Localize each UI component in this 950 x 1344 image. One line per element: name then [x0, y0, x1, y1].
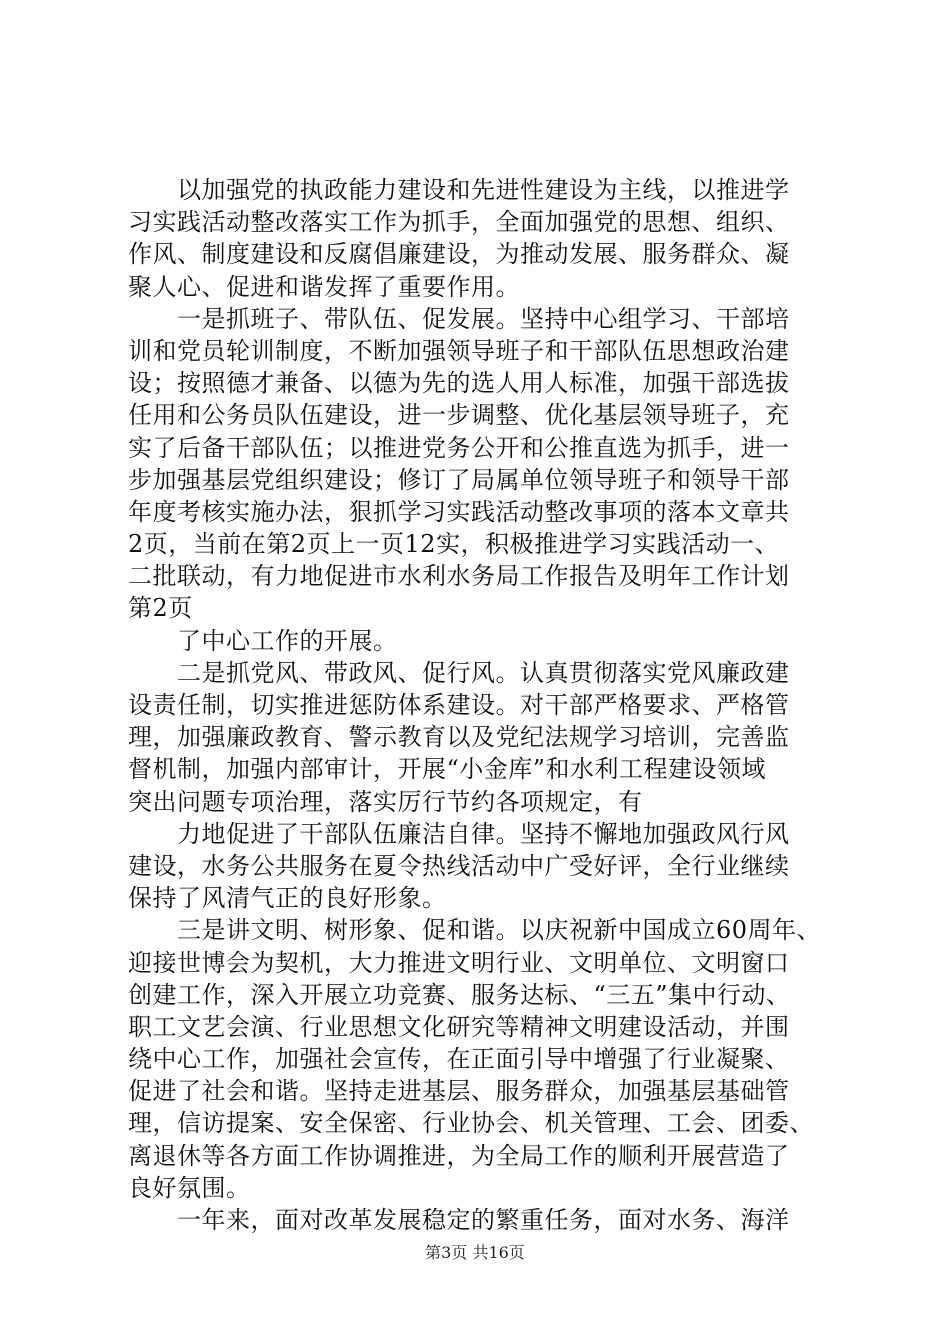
text-line: 作风、制度建设和反腐倡廉建设，为推动发展、服务群众、凝 [128, 240, 790, 269]
text-line: 任用和公务员队伍建设，进一步调整、优化基层领导班子，充 [128, 401, 790, 430]
text-line: 一是抓班子、带队伍、促发展。坚持中心组学习、干部培 [128, 304, 790, 333]
text-line: 良好氛围。 [128, 1173, 251, 1202]
text-line: 实了后备干部队伍；以推进党务公开和公推直选为抓手，进一 [128, 433, 790, 462]
text-line: 督机制，加强内部审计，开展“小金库”和水利工程建设领域 [128, 755, 767, 784]
text-line: 绕中心工作，加强社会宣传，在正面引导中增强了行业凝聚、 [128, 1045, 790, 1074]
text-line: 2页，当前在第2页上一页12实，积极推进学习实践活动一、 [128, 530, 780, 559]
text-line: 年度考核实施办法，狠抓学习实践活动整改事项的落本文章共 [128, 497, 790, 526]
text-line: 创建工作，深入开展立功竞赛、服务达标、“三五”集中行动、 [128, 980, 791, 1009]
text-line: 训和党员轮训制度，不断加强领导班子和干部队伍思想政治建 [128, 336, 790, 365]
text-line: 第2页 [128, 594, 193, 623]
text-line: 以加强党的执政能力建设和先进性建设为主线，以推进学 [128, 176, 790, 204]
text-line: 步加强基层党组织建设；修订了局属单位领导班子和领导干部 [128, 465, 790, 494]
text-line: 职工文艺会演、行业思想文化研究等精神文明建设活动，并围 [128, 1012, 790, 1041]
text-line: 三是讲文明、树形象、促和谐。以庆祝新中国成立60周年、 [128, 916, 822, 945]
text-line: 理，加强廉政教育、警示教育以及党纪法规学习培训，完善监 [128, 723, 790, 752]
text-line: 离退休等各方面工作协调推进，为全局工作的顺利开展营造了 [128, 1141, 790, 1170]
text-line: 突出问题专项治理，落实厉行节约各项规定，有 [128, 787, 643, 816]
text-line: 聚人心、促进和谐发挥了重要作用。 [128, 272, 520, 301]
text-line: 设；按照德才兼备、以德为先的选人用人标准，加强干部选拔 [128, 369, 790, 398]
text-line: 建设，水务公共服务在夏令热线活动中广受好评，全行业继续 [128, 851, 790, 880]
text-line: 设责任制，切实推进惩防体系建设。对干部严格要求、严格管 [128, 691, 790, 719]
text-line: 迎接世博会为契机，大力推进文明行业、文明单位、文明窗口 [128, 948, 790, 977]
text-line: 促进了社会和谐。坚持走进基层、服务群众，加强基层基础管 [128, 1077, 790, 1106]
text-line: 保持了风清气正的良好形象。 [128, 884, 447, 913]
text-line: 二批联动，有力地促进市水利水务局工作报告及明年工作计划 [128, 562, 790, 591]
text-line: 了中心工作的开展。 [128, 626, 398, 655]
text-line: 二是抓党风、带政风、促行风。认真贯彻落实党风廉政建 [128, 658, 790, 687]
text-line: 力地促进了干部队伍廉洁自律。坚持不懈地加强政风行风 [128, 819, 790, 848]
text-line: 一年来，面对改革发展稳定的繁重任务，面对水务、海洋 [128, 1206, 790, 1234]
text-line: 习实践活动整改落实工作为抓手，全面加强党的思想、组织、 [128, 208, 790, 237]
page-number-footer: 第3页 共16页 [425, 1243, 525, 1262]
document-body [128, 174, 828, 1236]
text-line: 理，信访提案、安全保密、行业协会、机关管理、工会、团委、 [128, 1109, 814, 1138]
